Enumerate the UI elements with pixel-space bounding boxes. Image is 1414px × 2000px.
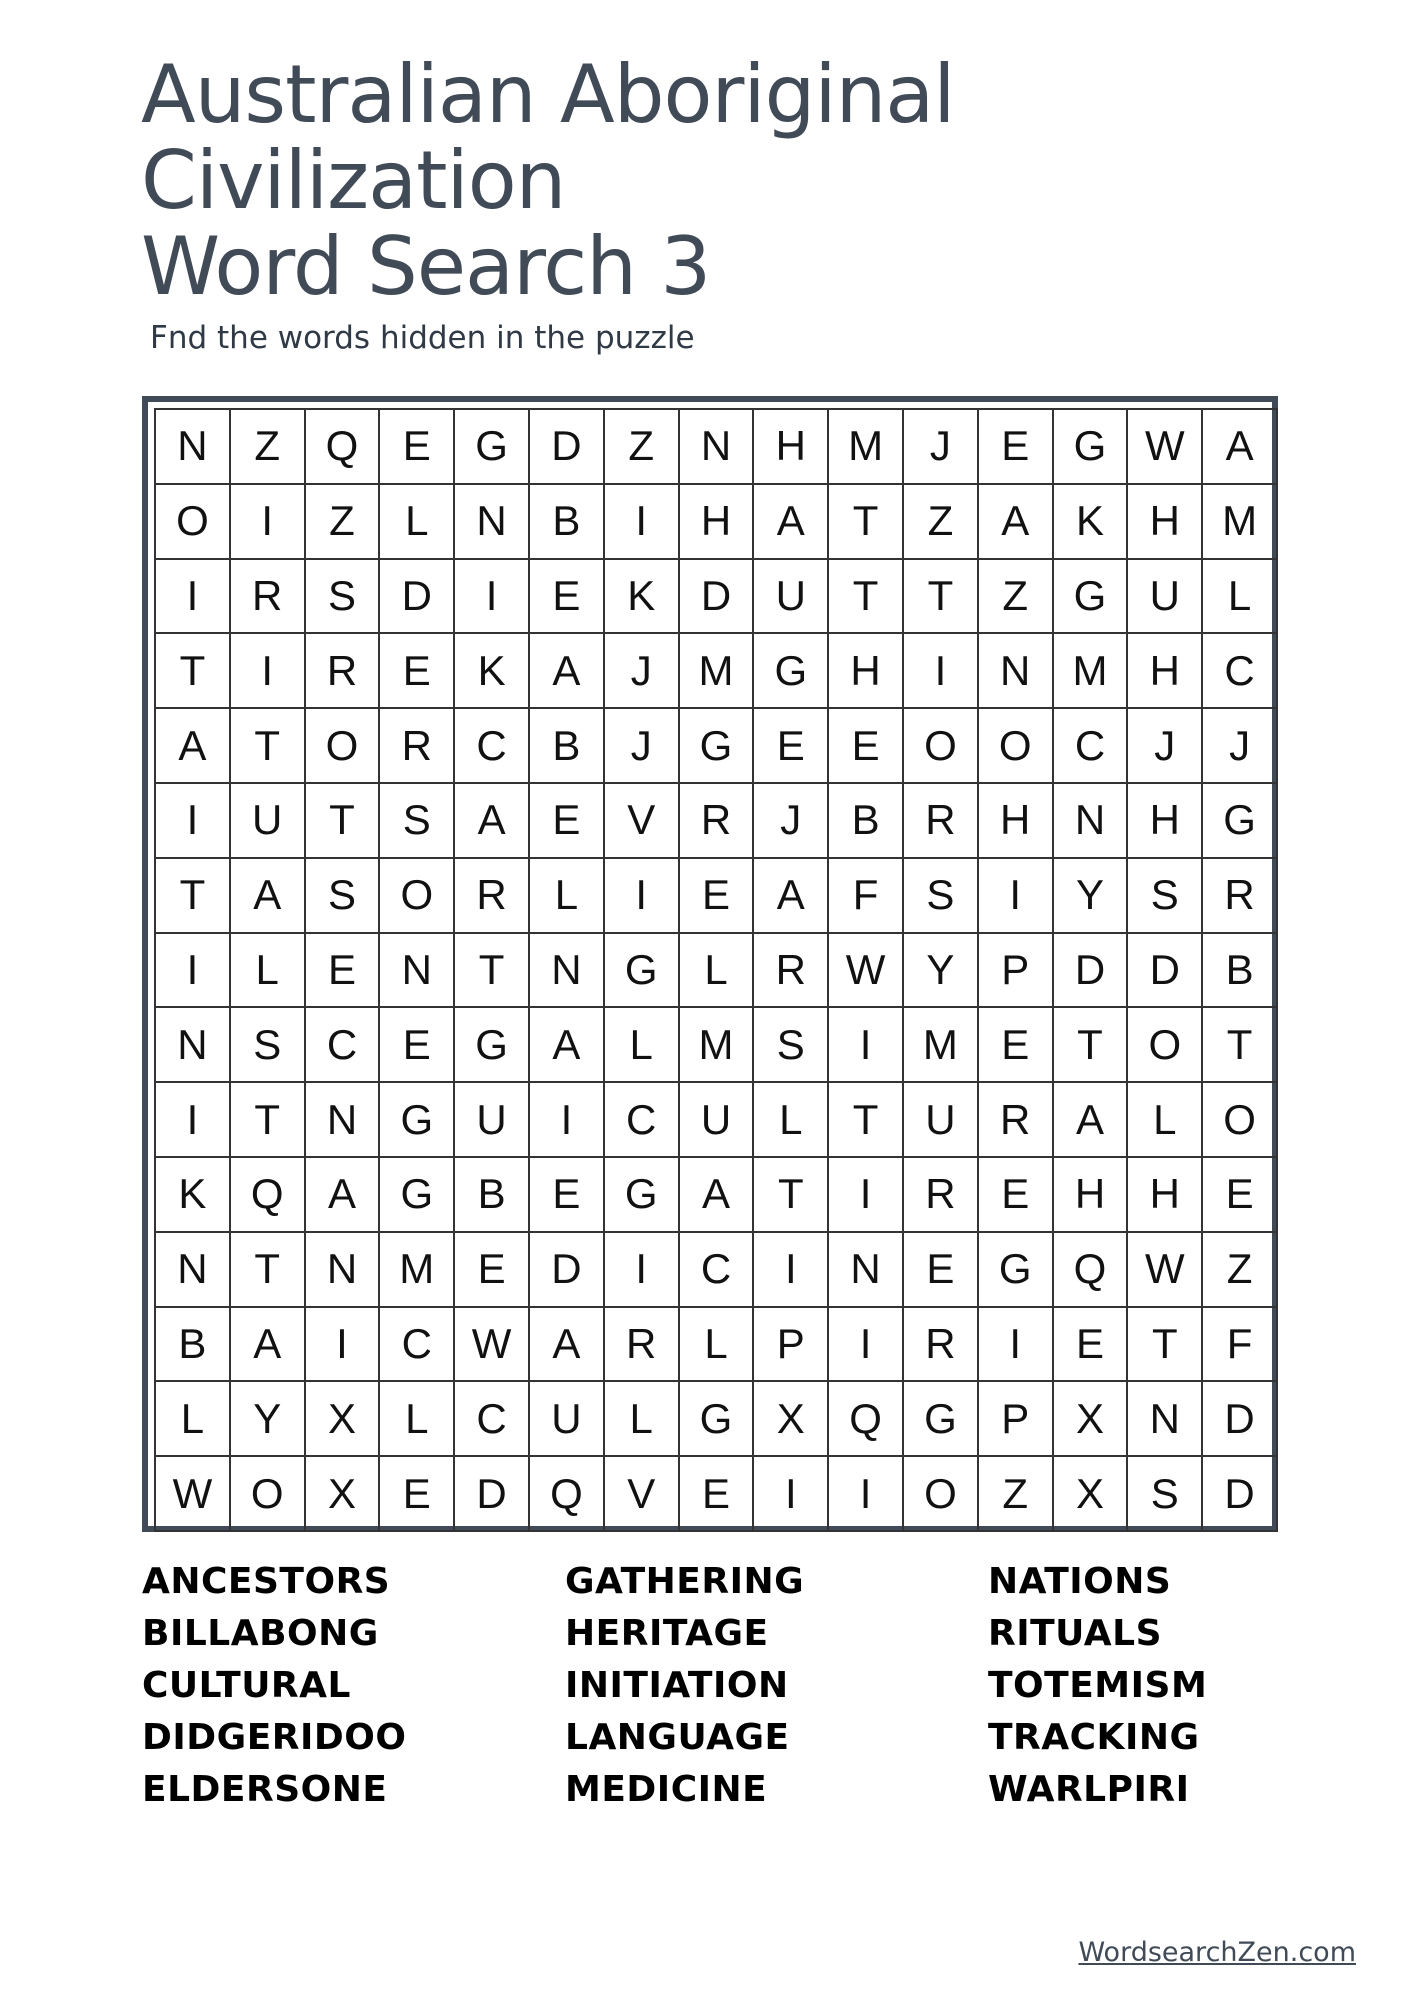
grid-cell[interactable]: M — [1054, 634, 1129, 709]
word-list — [142, 1556, 1278, 1816]
word-list-item: ELDERSONE — [142, 1769, 388, 1810]
grid-cell[interactable]: E — [979, 1008, 1054, 1083]
grid-cell[interactable]: T — [156, 859, 231, 934]
word-list-item: HERITAGE — [565, 1613, 769, 1654]
grid-cell[interactable]: E — [754, 709, 829, 784]
grid-cell[interactable]: H — [1128, 1158, 1203, 1233]
grid-cell[interactable]: C — [455, 709, 530, 784]
grid-cell[interactable]: N — [306, 1233, 381, 1308]
page-title — [141, 48, 955, 313]
grid-cell[interactable]: T — [1203, 1008, 1278, 1083]
grid-cell[interactable]: E — [904, 1233, 979, 1308]
grid-cell[interactable]: D — [1203, 1382, 1278, 1457]
grid-cell[interactable]: C — [605, 1083, 680, 1158]
grid-cell[interactable]: E — [530, 784, 605, 859]
grid-cell[interactable]: E — [680, 1457, 755, 1532]
grid-cell[interactable]: G — [455, 1008, 530, 1083]
grid-cell[interactable]: W — [1128, 410, 1203, 485]
grid-cell[interactable]: G — [754, 634, 829, 709]
grid-cell[interactable]: A — [530, 1008, 605, 1083]
grid-cell[interactable]: P — [979, 934, 1054, 1009]
grid-cell[interactable]: I — [829, 1308, 904, 1383]
grid-cell[interactable]: E — [829, 709, 904, 784]
grid-cell[interactable]: R — [455, 859, 530, 934]
grid-cell[interactable]: T — [829, 485, 904, 560]
grid-cell[interactable]: N — [1054, 784, 1129, 859]
grid-cell[interactable]: I — [530, 1083, 605, 1158]
grid-cell[interactable]: T — [1128, 1308, 1203, 1383]
grid-cell[interactable]: W — [829, 934, 904, 1009]
grid-cell[interactable]: I — [231, 485, 306, 560]
grid-cell[interactable]: C — [455, 1382, 530, 1457]
grid-cell[interactable]: J — [754, 784, 829, 859]
grid-cell[interactable]: G — [455, 410, 530, 485]
grid-cell[interactable]: A — [530, 634, 605, 709]
grid-cell[interactable]: Q — [1054, 1233, 1129, 1308]
grid-cell[interactable]: G — [1054, 560, 1129, 635]
grid-cell[interactable]: A — [1054, 1083, 1129, 1158]
grid-cell[interactable]: Y — [1054, 859, 1129, 934]
grid-cell[interactable]: N — [979, 634, 1054, 709]
grid-cell[interactable]: D — [530, 1233, 605, 1308]
grid-cell[interactable]: U — [1128, 560, 1203, 635]
grid-cell[interactable]: H — [754, 410, 829, 485]
grid-cell[interactable]: I — [455, 560, 530, 635]
grid-cell[interactable]: T — [904, 560, 979, 635]
grid-cell[interactable]: S — [1128, 1457, 1203, 1532]
word-list-item: CULTURAL — [142, 1665, 351, 1706]
grid-cell[interactable]: W — [1128, 1233, 1203, 1308]
grid-cell[interactable]: V — [605, 1457, 680, 1532]
grid-cell[interactable]: R — [904, 1158, 979, 1233]
grid-cell[interactable]: X — [306, 1382, 381, 1457]
word-list-item: LANGUAGE — [565, 1717, 790, 1758]
grid-cell[interactable]: Y — [231, 1382, 306, 1457]
grid-cell[interactable]: C — [680, 1233, 755, 1308]
title-line-3: Word Search 3 — [141, 220, 711, 313]
grid-cell[interactable]: Z — [306, 485, 381, 560]
grid-cell[interactable]: E — [979, 410, 1054, 485]
grid-cell[interactable]: P — [754, 1308, 829, 1383]
grid-cell[interactable]: H — [1128, 485, 1203, 560]
grid-cell[interactable]: L — [1203, 560, 1278, 635]
grid-cell[interactable]: O — [1203, 1083, 1278, 1158]
grid-cell[interactable]: L — [156, 1382, 231, 1457]
word-list-item: DIDGERIDOO — [142, 1717, 407, 1758]
grid-cell[interactable]: X — [1054, 1382, 1129, 1457]
grid-cell[interactable]: X — [1054, 1457, 1129, 1532]
title-line-2: Civilization — [141, 134, 566, 227]
grid-cell[interactable]: O — [156, 485, 231, 560]
grid-cell[interactable]: Z — [904, 485, 979, 560]
grid-cell[interactable]: U — [455, 1083, 530, 1158]
word-list-item: BILLABONG — [142, 1613, 379, 1654]
website-link[interactable]: WordsearchZen.com — [1078, 1937, 1356, 1968]
grid-cell[interactable]: O — [231, 1457, 306, 1532]
grid-cell[interactable]: S — [380, 784, 455, 859]
grid-cell[interactable]: N — [680, 410, 755, 485]
grid-cell[interactable]: I — [979, 1308, 1054, 1383]
grid-cell[interactable]: W — [455, 1308, 530, 1383]
grid-cell[interactable]: A — [455, 784, 530, 859]
grid-cell[interactable]: A — [754, 485, 829, 560]
grid-cell[interactable]: B — [455, 1158, 530, 1233]
grid-cell[interactable]: M — [829, 410, 904, 485]
grid-cell[interactable]: O — [306, 709, 381, 784]
grid-cell[interactable]: U — [904, 1083, 979, 1158]
grid-cell[interactable]: N — [455, 485, 530, 560]
grid-cell[interactable]: I — [605, 485, 680, 560]
grid-cell[interactable]: D — [1203, 1457, 1278, 1532]
grid-cell[interactable]: I — [829, 1008, 904, 1083]
grid-cell[interactable]: Q — [829, 1382, 904, 1457]
grid-cell[interactable]: R — [754, 934, 829, 1009]
grid-cell[interactable]: L — [605, 1382, 680, 1457]
grid-cell[interactable]: I — [979, 859, 1054, 934]
grid-cell[interactable]: Z — [1203, 1233, 1278, 1308]
grid-cell[interactable]: G — [1054, 410, 1129, 485]
grid-cell[interactable]: I — [754, 1233, 829, 1308]
grid-cell[interactable]: B — [829, 784, 904, 859]
grid-cell[interactable]: T — [829, 560, 904, 635]
grid-cell[interactable]: I — [156, 784, 231, 859]
grid-cell[interactable]: A — [231, 1308, 306, 1383]
grid-cell[interactable]: C — [1054, 709, 1129, 784]
grid-cell[interactable]: D — [530, 410, 605, 485]
grid-cell[interactable]: E — [530, 1158, 605, 1233]
grid-cell[interactable]: G — [380, 1158, 455, 1233]
grid-cell[interactable]: I — [156, 560, 231, 635]
grid-cell[interactable]: U — [754, 560, 829, 635]
grid-cell[interactable]: H — [979, 784, 1054, 859]
word-list-item: MEDICINE — [565, 1769, 768, 1810]
grid-cell[interactable]: T — [754, 1158, 829, 1233]
grid-cell[interactable]: J — [1128, 709, 1203, 784]
puzzle-frame — [142, 396, 1278, 1532]
grid-cell[interactable]: D — [1128, 934, 1203, 1009]
grid-cell[interactable]: A — [530, 1308, 605, 1383]
grid-cell[interactable]: A — [156, 709, 231, 784]
grid-cell[interactable]: S — [904, 859, 979, 934]
grid-cell[interactable]: D — [380, 560, 455, 635]
grid-cell[interactable]: R — [979, 1083, 1054, 1158]
grid-cell[interactable]: G — [979, 1233, 1054, 1308]
grid-cell[interactable]: E — [1054, 1308, 1129, 1383]
grid-cell[interactable]: S — [1128, 859, 1203, 934]
grid-cell[interactable]: E — [380, 1008, 455, 1083]
grid-cell[interactable]: N — [156, 1008, 231, 1083]
grid-cell[interactable]: S — [754, 1008, 829, 1083]
grid-cell[interactable]: M — [680, 634, 755, 709]
grid-cell[interactable]: K — [605, 560, 680, 635]
word-list-item: ANCESTORS — [142, 1561, 391, 1602]
grid-cell[interactable]: N — [306, 1083, 381, 1158]
grid-cell[interactable]: U — [680, 1083, 755, 1158]
grid-cell[interactable]: S — [306, 859, 381, 934]
grid-cell[interactable]: C — [380, 1308, 455, 1383]
word-list-item: TRACKING — [988, 1717, 1200, 1758]
grid-cell[interactable]: L — [605, 1008, 680, 1083]
grid-cell[interactable]: G — [605, 934, 680, 1009]
grid-cell[interactable]: O — [1128, 1008, 1203, 1083]
grid-cell[interactable]: U — [231, 784, 306, 859]
grid-cell[interactable]: H — [829, 634, 904, 709]
grid-cell[interactable]: A — [306, 1158, 381, 1233]
instructions: Fnd the words hidden in the puzzle — [150, 320, 695, 356]
grid-cell[interactable]: J — [605, 709, 680, 784]
grid-cell[interactable]: E — [1203, 1158, 1278, 1233]
grid-cell[interactable]: I — [231, 634, 306, 709]
grid-cell[interactable]: Z — [979, 560, 1054, 635]
grid-cell[interactable]: I — [829, 1457, 904, 1532]
grid-cell[interactable]: G — [380, 1083, 455, 1158]
grid-cell[interactable]: I — [904, 634, 979, 709]
grid-cell[interactable]: J — [1203, 709, 1278, 784]
grid-cell[interactable]: L — [680, 1308, 755, 1383]
grid-cell[interactable]: N — [530, 934, 605, 1009]
grid-cell[interactable]: R — [680, 784, 755, 859]
grid-cell[interactable]: L — [530, 859, 605, 934]
grid-cell[interactable]: M — [1203, 485, 1278, 560]
grid-cell[interactable]: R — [1203, 859, 1278, 934]
grid-cell[interactable]: S — [306, 560, 381, 635]
grid-cell[interactable]: A — [680, 1158, 755, 1233]
title-line-1: Australian Aboriginal — [141, 48, 955, 141]
letter-grid — [154, 408, 1278, 1532]
grid-cell[interactable]: H — [680, 485, 755, 560]
grid-cell[interactable]: Z — [231, 410, 306, 485]
grid-cell[interactable]: T — [231, 1083, 306, 1158]
grid-cell[interactable]: G — [680, 709, 755, 784]
grid-cell[interactable]: X — [754, 1382, 829, 1457]
grid-cell[interactable]: R — [904, 784, 979, 859]
grid-cell[interactable]: A — [231, 859, 306, 934]
grid-cell[interactable]: R — [380, 709, 455, 784]
grid-cell[interactable]: Q — [306, 410, 381, 485]
grid-cell[interactable]: Q — [530, 1457, 605, 1532]
grid-cell[interactable]: D — [680, 560, 755, 635]
grid-cell[interactable]: E — [680, 859, 755, 934]
grid-cell[interactable]: B — [530, 485, 605, 560]
grid-cell[interactable]: T — [156, 634, 231, 709]
grid-cell[interactable]: E — [306, 934, 381, 1009]
grid-cell[interactable]: B — [1203, 934, 1278, 1009]
grid-cell[interactable]: F — [1203, 1308, 1278, 1383]
grid-cell[interactable]: A — [754, 859, 829, 934]
grid-cell[interactable]: P — [979, 1382, 1054, 1457]
grid-cell[interactable]: I — [156, 934, 231, 1009]
grid-cell[interactable]: I — [605, 859, 680, 934]
grid-cell[interactable]: N — [1128, 1382, 1203, 1457]
grid-cell[interactable]: O — [979, 709, 1054, 784]
grid-cell[interactable]: S — [231, 1008, 306, 1083]
grid-cell[interactable]: D — [455, 1457, 530, 1532]
grid-cell[interactable]: I — [754, 1457, 829, 1532]
grid-cell[interactable]: X — [306, 1457, 381, 1532]
grid-cell[interactable]: W — [156, 1457, 231, 1532]
word-list-item: INITIATION — [565, 1665, 789, 1706]
grid-cell[interactable]: H — [1128, 634, 1203, 709]
grid-cell[interactable]: G — [605, 1158, 680, 1233]
grid-cell[interactable]: E — [380, 634, 455, 709]
grid-cell[interactable]: M — [680, 1008, 755, 1083]
grid-cell[interactable]: I — [829, 1158, 904, 1233]
grid-cell[interactable]: H — [1128, 784, 1203, 859]
grid-cell[interactable]: N — [829, 1233, 904, 1308]
grid-cell[interactable]: O — [904, 1457, 979, 1532]
grid-cell[interactable]: K — [156, 1158, 231, 1233]
word-list-item: GATHERING — [565, 1561, 805, 1602]
word-list-item: RITUALS — [988, 1613, 1163, 1654]
grid-cell[interactable]: I — [306, 1308, 381, 1383]
grid-cell[interactable]: Y — [904, 934, 979, 1009]
grid-cell[interactable]: E — [979, 1158, 1054, 1233]
grid-cell[interactable]: Q — [231, 1158, 306, 1233]
grid-cell[interactable]: B — [156, 1308, 231, 1383]
grid-cell[interactable]: K — [1054, 485, 1129, 560]
grid-cell[interactable]: T — [231, 1233, 306, 1308]
grid-cell[interactable]: T — [829, 1083, 904, 1158]
grid-cell[interactable]: U — [530, 1382, 605, 1457]
word-list-item: TOTEMISM — [988, 1665, 1208, 1706]
grid-cell[interactable]: T — [231, 709, 306, 784]
grid-cell[interactable]: B — [530, 709, 605, 784]
grid-cell[interactable]: C — [1203, 634, 1278, 709]
grid-cell[interactable]: G — [904, 1382, 979, 1457]
grid-cell[interactable]: A — [1203, 410, 1278, 485]
grid-cell[interactable]: I — [605, 1233, 680, 1308]
grid-cell[interactable]: R — [605, 1308, 680, 1383]
grid-cell[interactable]: N — [156, 1233, 231, 1308]
grid-cell[interactable]: C — [306, 1008, 381, 1083]
grid-cell[interactable]: T — [306, 784, 381, 859]
grid-cell[interactable]: R — [306, 634, 381, 709]
grid-cell[interactable]: G — [1203, 784, 1278, 859]
grid-cell[interactable]: O — [904, 709, 979, 784]
grid-cell[interactable]: E — [455, 1233, 530, 1308]
grid-cell[interactable]: G — [680, 1382, 755, 1457]
grid-cell[interactable]: T — [1054, 1008, 1129, 1083]
grid-cell[interactable]: E — [530, 560, 605, 635]
grid-cell[interactable]: Z — [979, 1457, 1054, 1532]
grid-cell[interactable]: L — [380, 485, 455, 560]
grid-cell[interactable]: H — [1054, 1158, 1129, 1233]
grid-cell[interactable]: V — [605, 784, 680, 859]
grid-cell[interactable]: M — [380, 1233, 455, 1308]
grid-cell[interactable]: M — [904, 1008, 979, 1083]
grid-cell[interactable]: J — [605, 634, 680, 709]
grid-cell[interactable]: L — [680, 934, 755, 1009]
grid-cell[interactable]: E — [380, 1457, 455, 1532]
grid-cell[interactable]: D — [1054, 934, 1129, 1009]
grid-cell[interactable]: I — [156, 1083, 231, 1158]
grid-cell[interactable]: N — [156, 410, 231, 485]
grid-cell[interactable]: L — [754, 1083, 829, 1158]
grid-cell[interactable]: R — [231, 560, 306, 635]
grid-cell[interactable]: L — [380, 1382, 455, 1457]
word-list-item: WARLPIRI — [988, 1769, 1190, 1810]
grid-cell[interactable]: O — [380, 859, 455, 934]
grid-cell[interactable]: L — [231, 934, 306, 1009]
word-list-item: NATIONS — [988, 1561, 1172, 1602]
grid-cell[interactable]: F — [829, 859, 904, 934]
grid-cell[interactable]: J — [904, 410, 979, 485]
grid-cell[interactable]: R — [904, 1308, 979, 1383]
grid-cell[interactable]: E — [380, 410, 455, 485]
grid-cell[interactable]: T — [455, 934, 530, 1009]
grid-cell[interactable]: A — [979, 485, 1054, 560]
grid-cell[interactable]: N — [380, 934, 455, 1009]
grid-cell[interactable]: L — [1128, 1083, 1203, 1158]
grid-cell[interactable]: K — [455, 634, 530, 709]
grid-cell[interactable]: Z — [605, 410, 680, 485]
